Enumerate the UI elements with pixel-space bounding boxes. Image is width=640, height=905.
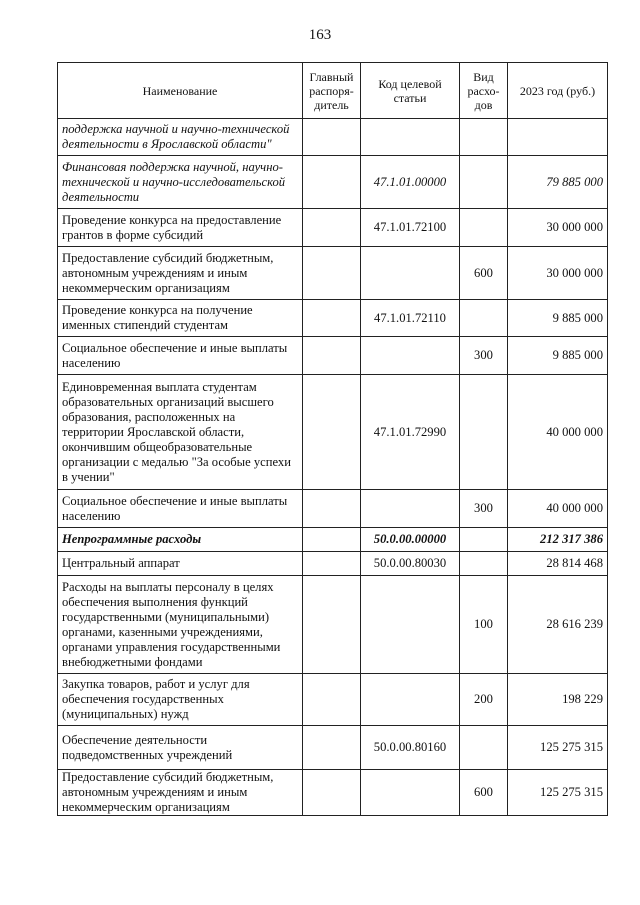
cell-amount: 28 616 239 — [508, 576, 608, 674]
cell-type — [460, 375, 508, 490]
cell-name: Центральный аппарат — [58, 552, 303, 576]
cell-admin — [303, 300, 361, 337]
cell-type: 100 — [460, 576, 508, 674]
cell-admin — [303, 552, 361, 576]
cell-admin — [303, 119, 361, 156]
cell-name: поддержка научной и научно-технической деятельности в Ярославской области" — [58, 119, 303, 156]
cell-admin — [303, 209, 361, 247]
cell-amount: 40 000 000 — [508, 490, 608, 528]
column-header-admin: Главный распоря-дитель — [303, 63, 361, 119]
table-row — [58, 156, 608, 209]
cell-name: Единовременная выплата студентам образовательных организаций высшего образования, расположенных на территории Ярославской области, окончившим общеобразовательные организации с медалью "За особые успехи в учении" — [58, 375, 303, 490]
column-header-amount: 2023 год (руб.) — [508, 63, 608, 119]
cell-name: Финансовая поддержка научной, научно-технической и научно-исследовательской деятельности — [58, 156, 303, 209]
cell-admin — [303, 375, 361, 490]
table-row — [58, 337, 608, 375]
cell-code: 47.1.01.72110 — [361, 300, 460, 337]
cell-amount: 79 885 000 — [508, 156, 608, 209]
cell-code: 47.1.01.00000 — [361, 156, 460, 209]
cell-type — [460, 119, 508, 156]
cell-code: 50.0.00.80160 — [361, 726, 460, 770]
cell-type — [460, 209, 508, 247]
cell-amount: 9 885 000 — [508, 337, 608, 375]
cell-name: Социальное обеспечение и иные выплаты населению — [58, 490, 303, 528]
cell-admin — [303, 576, 361, 674]
table-row — [58, 552, 608, 576]
cell-amount — [508, 119, 608, 156]
cell-amount: 212 317 386 — [508, 528, 608, 552]
table-row — [58, 247, 608, 300]
cell-admin — [303, 490, 361, 528]
cell-name: Непрограммные расходы — [58, 528, 303, 552]
cell-amount: 30 000 000 — [508, 247, 608, 300]
cell-type — [460, 552, 508, 576]
table-body — [58, 119, 608, 816]
cell-amount: 30 000 000 — [508, 209, 608, 247]
table-row — [58, 770, 608, 816]
column-header-name: Наименование — [58, 63, 303, 119]
cell-type: 300 — [460, 490, 508, 528]
cell-admin — [303, 726, 361, 770]
cell-type — [460, 300, 508, 337]
table-row — [58, 300, 608, 337]
cell-code: 47.1.01.72100 — [361, 209, 460, 247]
cell-code — [361, 674, 460, 726]
cell-admin — [303, 156, 361, 209]
cell-code: 50.0.00.80030 — [361, 552, 460, 576]
cell-type — [460, 528, 508, 552]
table-row — [58, 375, 608, 490]
cell-type: 300 — [460, 337, 508, 375]
cell-name: Предоставление субсидий бюджетным, автономным учреждениям и иным некоммерческим организациям — [58, 770, 303, 816]
cell-amount: 125 275 315 — [508, 770, 608, 816]
header-row — [58, 63, 608, 119]
cell-name: Проведение конкурса на получение именных стипендий студентам — [58, 300, 303, 337]
cell-type — [460, 726, 508, 770]
cell-code — [361, 119, 460, 156]
column-header-code: Код целевой статьи — [361, 63, 460, 119]
cell-code — [361, 490, 460, 528]
column-header-type: Вид расхо-дов — [460, 63, 508, 119]
cell-amount: 198 229 — [508, 674, 608, 726]
cell-type: 600 — [460, 247, 508, 300]
cell-code — [361, 337, 460, 375]
cell-name: Расходы на выплаты персоналу в целях обеспечения выполнения функций государственными (муниципальными) органами, казенными учреждениями, органами управления государственными внебюджетными фондами — [58, 576, 303, 674]
table-row — [58, 576, 608, 674]
cell-type: 600 — [460, 770, 508, 816]
table-row — [58, 119, 608, 156]
cell-amount: 9 885 000 — [508, 300, 608, 337]
table-row — [58, 674, 608, 726]
cell-admin — [303, 337, 361, 375]
cell-amount: 40 000 000 — [508, 375, 608, 490]
cell-name: Закупка товаров, работ и услуг для обеспечения государственных (муниципальных) нужд — [58, 674, 303, 726]
cell-admin — [303, 770, 361, 816]
cell-admin — [303, 528, 361, 552]
cell-type — [460, 156, 508, 209]
cell-code — [361, 576, 460, 674]
cell-code — [361, 247, 460, 300]
cell-amount: 125 275 315 — [508, 726, 608, 770]
cell-name: Проведение конкурса на предоставление грантов в форме субсидий — [58, 209, 303, 247]
cell-name: Обеспечение деятельности подведомственных учреждений — [58, 726, 303, 770]
budget-table — [57, 62, 608, 816]
table-row — [58, 490, 608, 528]
cell-admin — [303, 247, 361, 300]
cell-code — [361, 770, 460, 816]
cell-type: 200 — [460, 674, 508, 726]
cell-amount: 28 814 468 — [508, 552, 608, 576]
cell-name: Социальное обеспечение и иные выплаты населению — [58, 337, 303, 375]
cell-code: 50.0.00.00000 — [361, 528, 460, 552]
table-row — [58, 528, 608, 552]
page-number: 163 — [308, 27, 332, 43]
cell-admin — [303, 674, 361, 726]
cell-code: 47.1.01.72990 — [361, 375, 460, 490]
table-row — [58, 209, 608, 247]
cell-name: Предоставление субсидий бюджетным, автономным учреждениям и иным некоммерческим организациям — [58, 247, 303, 300]
table-row — [58, 726, 608, 770]
